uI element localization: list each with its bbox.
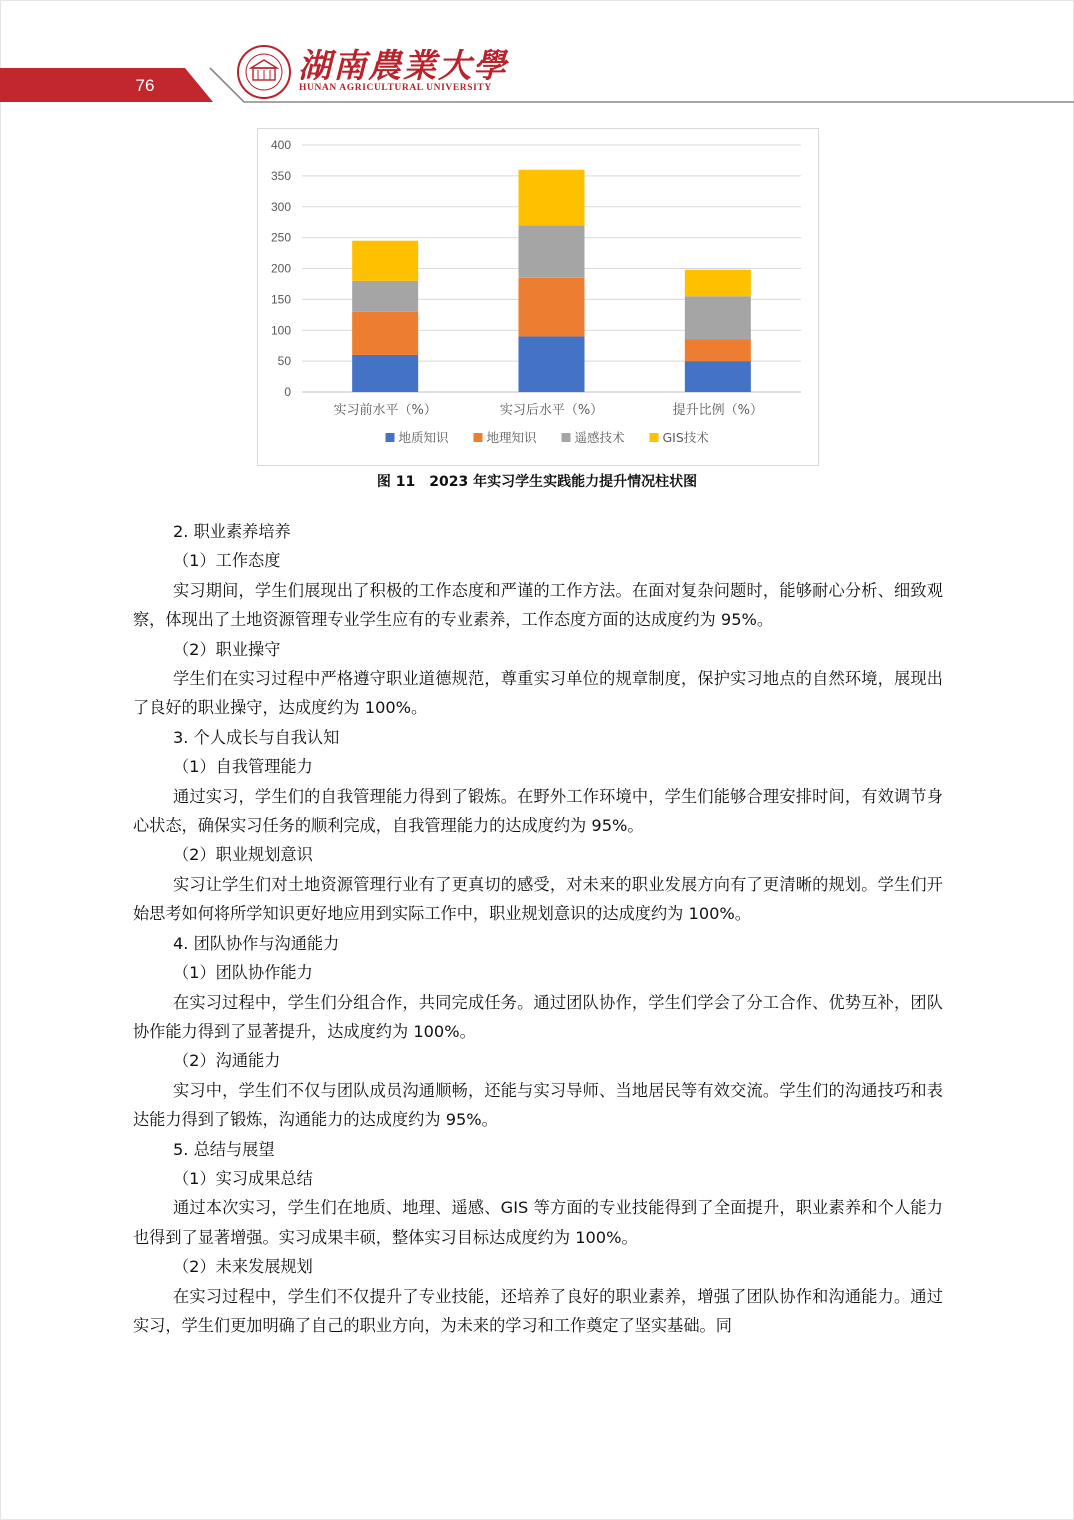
paragraph: 在实习过程中，学生们不仅提升了专业技能，还培养了良好的职业素养，增强了团队协作和沟通能力。通过实习，学生们更加明确了自己的职业方向，为未来的学习和工作奠定了坚实基础。同 [133,1286,943,1335]
subsection-heading: （1）实习成果总结 [173,1168,313,1188]
y-tick-label: 200 [270,261,291,276]
paragraph: 实习期间，学生们展现出了积极的工作态度和严谨的工作方法。在面对复杂问题时，能够耐心分析、细致观察，体现出了土地资源管理专业学生应有的专业素养，工作态度方面的达成度约为 95%。 [133,580,943,630]
bar-segment-3 [519,225,585,277]
y-tick-label: 100 [270,323,291,338]
bar-segment-3 [685,296,751,339]
bar-segment-4 [685,270,751,297]
subsection-heading: （2）职业规划意识 [173,845,313,865]
paragraph: 通过实习，学生们的自我管理能力得到了锻炼。在野外工作环境中，学生们能够合理安排时间，有效调节身心状态，确保实习任务的顺利完成，自我管理能力的达成度约为 95%。 [133,786,943,836]
bar-segment-1 [519,336,585,392]
body-text [133,517,943,1340]
figure-caption-text: 2023 年实习学生实践能力提升情况柱状图 [429,474,698,490]
bar-segment-1 [352,355,418,392]
university-name-cn: 湖南農業大學 [298,46,508,85]
paragraph: 学生们在实习过程中严格遵守职业道德规范，尊重实习单位的规章制度，保护实习地点的自然环境，展现出了良好的职业操守，达成度约为 100%。 [133,669,943,718]
bar-segment-4 [352,241,418,281]
bar-segment-3 [352,281,418,312]
bar-segment-2 [685,340,751,362]
y-tick-label: 250 [270,230,291,245]
section-heading: 3. 个人成长与自我认知 [173,727,340,747]
y-tick-label: 350 [270,168,291,183]
legend-swatch [650,433,659,442]
bar-segment-4 [519,170,585,226]
paragraph: 在实习过程中，学生们分组合作，共同完成任务。通过团队协作，学生们学会了分工合作、优势互补，团队协作能力得到了显著提升，达成度约为 100%。 [133,992,943,1041]
subsection-heading: （1）工作态度 [173,551,281,571]
bar-segment-2 [352,312,418,355]
page-header [0,0,1074,110]
paragraph: 实习让学生们对土地资源管理行业有了更真切的感受，对未来的职业发展方向有了更清晰的规划。学生们开始思考如何将所学知识更好地应用到实际工作中，职业规划意识的达成度约为 100%。 [133,874,943,924]
y-tick-label: 50 [277,354,291,369]
subsection-heading: （1）自我管理能力 [173,757,313,777]
legend-label: 地质知识 [398,430,449,445]
page-number: 76 [135,76,155,95]
subsection-heading: （2）未来发展规划 [173,1257,313,1277]
chart-canvas [258,129,818,465]
section-heading: 5. 总结与展望 [173,1139,275,1159]
legend-label: 地理知识 [486,430,537,445]
y-tick-label: 300 [270,199,291,214]
y-tick-label: 0 [284,385,291,399]
section-heading: 4. 团队协作与沟通能力 [173,933,340,953]
university-name-en: HUNAN AGRICULTURAL UNIVERSITY [299,83,492,93]
university-seal-icon [236,44,292,100]
legend-label: 遥感技术 [574,430,625,445]
subsection-heading: （2）职业操守 [173,639,281,659]
stacked-bar-chart [257,128,819,466]
page-number-tab [0,68,213,102]
figure-caption-number: 图 11 [376,474,416,490]
legend-swatch [474,433,483,442]
bar-segment-2 [519,278,585,337]
x-category-label: 提升比例（%） [672,403,764,418]
legend-swatch [562,433,571,442]
subsection-heading: （1）团队协作能力 [173,963,313,983]
x-category-label: 实习前水平（%） [333,403,437,418]
figure-caption [0,471,1074,491]
bar-segment-1 [685,361,751,392]
paragraph: 实习中，学生们不仅与团队成员沟通顺畅，还能与实习导师、当地居民等有效交流。学生们的沟通技巧和表达能力得到了锻炼，沟通能力的达成度约为 95%。 [133,1080,943,1130]
legend-label: GIS技术 [662,430,709,445]
subsection-heading: （2）沟通能力 [173,1051,281,1071]
legend-swatch [386,433,395,442]
x-category-label: 实习后水平（%） [499,403,604,418]
y-tick-label: 150 [270,292,291,307]
section-heading: 2. 职业素养培养 [173,522,291,541]
y-tick-label: 400 [270,138,291,152]
paragraph: 通过本次实习，学生们在地质、地理、遥感、GIS 等方面的专业技能得到了全面提升，职业素养和个人能力也得到了显著增强。实习成果丰硕，整体实习目标达成度约为 100%。 [133,1198,943,1247]
